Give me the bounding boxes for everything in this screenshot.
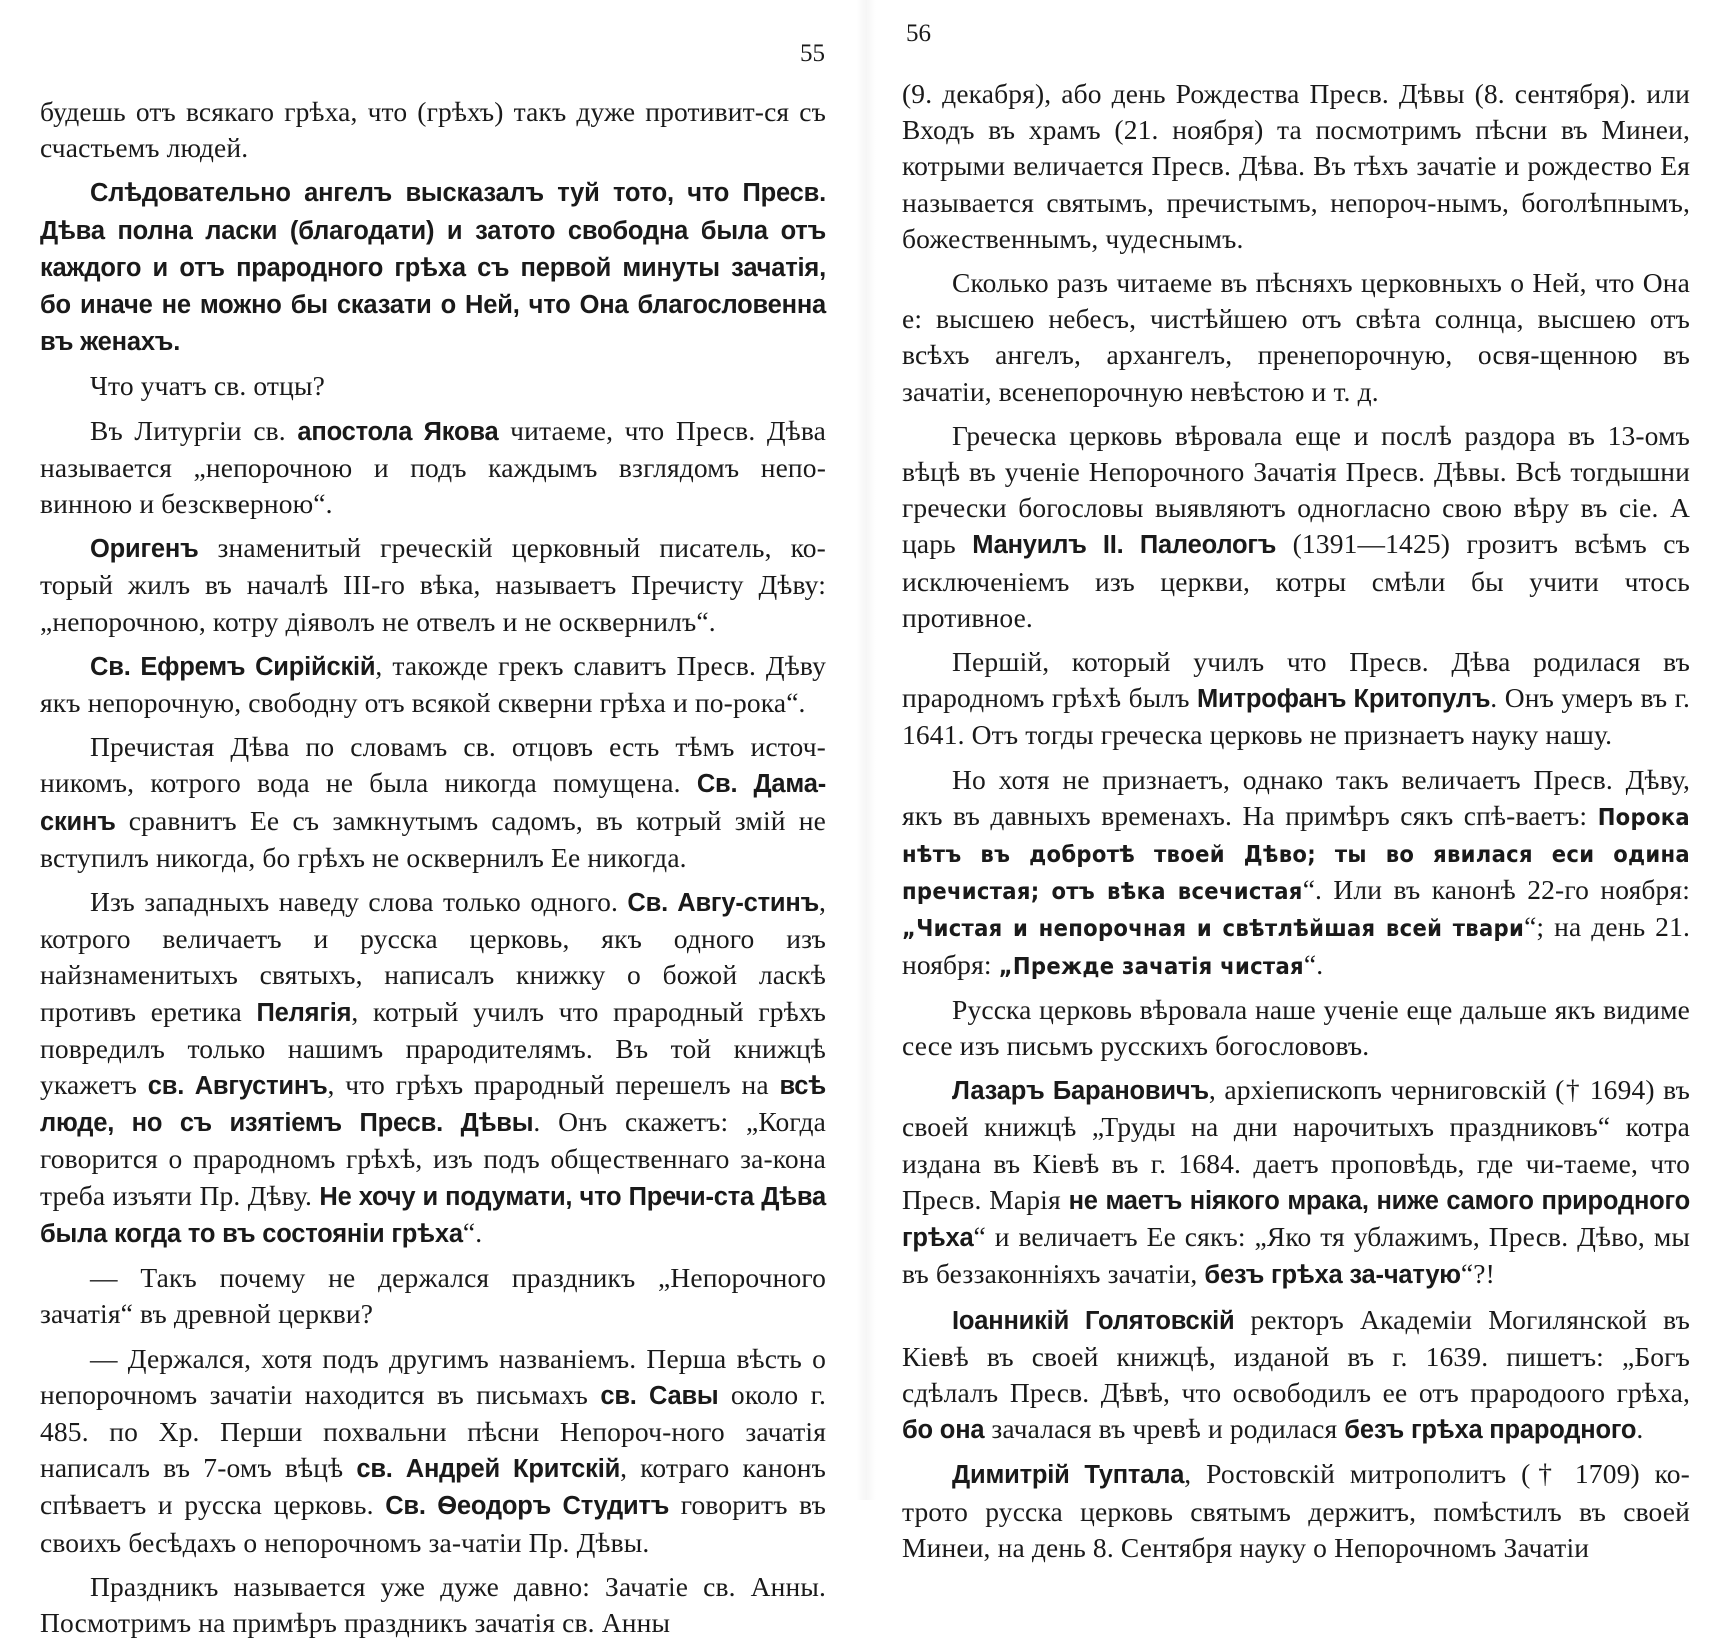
text-run: Праздникъ называется уже дуже давно: Зачатіе св. Анны. Посмотримъ на примѣръ праздникъ зачатія св. Анны — [40, 1570, 826, 1638]
text-run: “. — [1303, 948, 1324, 980]
church-slavonic-quote: „Прежде зачатія чистая — [998, 951, 1304, 980]
text-run: Сколько разъ читаеме въ пѣсняхъ церковныхъ о Ней, что Она е: высшею небесъ, чистѣйшею отъ свѣта солнца, высшею отъ всѣхъ ангелъ, архангелъ, пренепорочную, освя-щенною въ зачатіи, всенепорочную невѣстою и т. д. — [902, 267, 1690, 407]
bold-phrase: Св. Авгу-стинъ — [627, 889, 819, 918]
text-run: Греческа церковь вѣровала еще и послѣ раздора въ 13-омъ вѣцѣ въ ученіе Непорочного Зачатія Пресв. Дѣвы. Всѣ тогдышни гречески богословы выявляютъ одногласно свою вѣру въ сіе. А царь — [902, 419, 1690, 560]
paragraph — [40, 729, 826, 876]
bold-phrase: св. Августинъ — [147, 1072, 328, 1101]
bold-phrase: Не хочу и подумати, что Пречи-ста Дѣва была когда то въ состояніи грѣха — [40, 1182, 827, 1248]
bold-phrase: св. Савы — [600, 1381, 719, 1410]
church-slavonic-quote: Порока нѣтъ въ добротѣ твоей Дѣво; ты во явилася еси одина пречистая; отъ вѣка всечистая — [902, 802, 1690, 906]
page-number: 56 — [906, 20, 931, 47]
text-run: , котрый училъ что прародный грѣхъ повредилъ только нашимъ прародителямъ. Въ той книжцѣ укажетъ — [40, 995, 826, 1101]
text-run: , Ростовскій митрополитъ († 1709) ко-тротo русска церковь святымъ держитъ, помѣстилъ въ своей Минеи, на день 8. Сентября науку о Непорочномъ Зачатіи — [902, 1458, 1690, 1563]
text-run: “. — [462, 1216, 483, 1248]
bold-phrase: Пелягія — [256, 998, 352, 1027]
paragraph — [902, 265, 1690, 410]
text-run: Першій, который училъ что Пресв. Дѣва родилася въ прародномъ грѣхѣ былъ — [902, 646, 1690, 714]
text-run: Пречистая Дѣва по словамъ св. отцовъ есть тѣмъ источ-никомъ, котрого вода не была никогда помущена. — [40, 731, 826, 799]
text-run: , котрого величаетъ и русска церковь, якъ одного изъ найзнаменитыхъ святыхъ, написалъ книжку о божой ласкѣ противъ еретика — [40, 886, 826, 1027]
text-run: Русска церковь вѣровала наше ученіе еще дальше якъ видиме сесе изъ письмъ русскихъ богослововъ. — [902, 993, 1690, 1062]
bold-phrase: Мануилъ II. Палеологъ — [972, 531, 1277, 560]
text-run: зачалася въ чревѣ и родилася — [984, 1413, 1345, 1445]
text-run: Въ Литургіи св. — [90, 414, 298, 446]
text-run: . — [1636, 1413, 1644, 1445]
text-run: , что грѣхъ прародный перешелъ на — [327, 1069, 780, 1101]
bold-phrase: Іоанникій Голятовскій — [952, 1306, 1235, 1335]
text-run: читаеме, что Пресв. Дѣва называется „непорочною и подъ каждымъ взглядомъ непо-винною и безскверною“. — [40, 414, 827, 520]
paragraph — [40, 1260, 826, 1332]
bold-phrase: Димитрій Туптала — [952, 1461, 1185, 1490]
bold-phrase: безъ грѣха прародного — [1344, 1416, 1637, 1445]
bold-phrase: всѣ люде, но съ изятіемъ Пресв. Дѣвы — [40, 1072, 826, 1138]
paragraph — [40, 174, 826, 360]
text-run: — Такъ почему не держался праздникъ „Непорочного зачатія“ въ древной церкви? — [40, 1262, 826, 1330]
paragraph — [40, 368, 826, 404]
paragraph — [902, 1302, 1690, 1449]
text-run: , такожде грекъ славитъ Пресв. Дѣву якъ непорочную, свободну отъ всякой скверни грѣха и по-рока“. — [40, 649, 826, 719]
page-body — [40, 94, 826, 1641]
text-run: Но хотя не признаетъ, однако такъ величаетъ Пресв. Дѣву, якъ въ давныхъ временахъ. На примѣръ сякъ спѣ-ваетъ: — [902, 763, 1690, 831]
paragraph — [902, 1456, 1690, 1566]
right-page — [866, 0, 1732, 1563]
page-body — [902, 76, 1690, 1566]
bold-phrase: не маетъ ніякого мрака, ниже самого природного грѣха — [902, 1186, 1691, 1253]
text-run: сравнитъ Ее съ замкнутымъ садомъ, въ котрый змій не вступилъ никогда, бо грѣхъ не осквернилъ Ее никогда. — [40, 804, 826, 873]
text-run: Изъ западныхъ наведу слова только одного. — [90, 886, 628, 918]
text-run: около г. 485. по Хр. Перши похвальни пѣсни Непороч-ного зачатія написалъ въ 7-омъ вѣцѣ — [40, 1378, 826, 1484]
bold-phrase: Слѣдовательно ангелъ высказалъ туй тото, что Пресв. Дѣва полна ласки (благодати) и затото свободна была отъ каждого и отъ прародного грѣха съ первой минуты зачатія, бо иначе не можно бы сказати о Ней, что Она благословенна въ женахъ. — [40, 179, 826, 357]
text-run: Что учатъ св. отцы? — [90, 370, 325, 402]
text-run: “ и величаетъ Ее сякъ: „Яко тя ублажимъ, Пресв. Дѣво, мы въ беззаконніяхъ зачатіи, — [902, 1221, 1690, 1290]
bold-phrase: Св. Ѳеодоръ Студитъ — [385, 1492, 670, 1521]
bold-phrase: св. Андрей Критскій — [356, 1455, 621, 1484]
bold-phrase: апостола Якова — [297, 417, 499, 446]
paragraph — [902, 76, 1690, 257]
bold-phrase: бо она — [902, 1416, 985, 1445]
paragraph — [40, 530, 826, 640]
bold-phrase: безъ грѣха за-чатую — [1204, 1261, 1461, 1290]
church-slavonic-quote: „Чистая и непорочная и свѣтлѣйшая всей твари — [902, 914, 1525, 943]
text-run: ректоръ Академіи Могилянской въ Кіевѣ въ своей книжцѣ, изданой въ г. 1639. пишетъ: „Богъ сдѣлалъ Пресв. Дѣвѣ, что освободилъ ее отъ прародоого грѣха, — [902, 1303, 1690, 1408]
bold-phrase: Оригенъ — [90, 535, 199, 564]
text-run: “?! — [1460, 1258, 1495, 1290]
paragraph — [902, 992, 1690, 1064]
text-run: , котраго канонъ спѣваетъ и русска церковь. — [40, 1452, 826, 1521]
paragraph — [40, 413, 826, 523]
bold-phrase: Св. Ефремъ Сирійскій — [90, 652, 376, 681]
text-run: говоритъ въ своихъ бесѣдахъ о непорочномъ за-чатіи Пр. Дѣвы. — [40, 1489, 826, 1558]
text-run: — Держался, хотя подъ другимъ названіемъ. Перша вѣсть о непорочномъ зачатіи находится въ письмахъ — [40, 1342, 826, 1410]
bold-phrase: Митрофанъ Критопулъ — [1197, 685, 1491, 714]
text-run: . Онъ скажетъ: „Когда говорится о прародномъ грѣхѣ, изъ подъ общественнаго за-кона треба изъяти Пр. Дѣву. — [40, 1106, 826, 1211]
text-run: (1391—1425) грозитъ всѣмъ съ исключеніемъ изъ церкви, котры смѣли бы учити чтось противное. — [902, 528, 1690, 633]
bold-phrase: Лазаръ Барановичъ — [952, 1077, 1209, 1106]
text-run: “. Или въ канонѣ 22-го ноября: — [1302, 874, 1690, 906]
text-run: (9. декабря), або день Рождества Пресв. Дѣвы (8. сентября). или Входъ въ храмъ (21. ноября) та посмотримъ пѣсни въ Минеи, котрыми величается Пресв. Дѣва. Въ тѣхъ зачатіе и рождество Ея называется святымъ, пречистымъ, непороч-нымъ, боголѣпнымъ, божественнымъ, чудеснымъ. — [902, 78, 1690, 254]
paragraph — [40, 884, 826, 1252]
bold-phrase: Св. Дама-скинъ — [40, 770, 826, 836]
text-run: будешь отъ всякаго грѣха, что (грѣхъ) такъ дуже противит-ся съ счастьемъ людей. — [40, 96, 826, 164]
paragraph — [40, 648, 826, 721]
paragraph — [902, 644, 1690, 754]
text-run: знаменитый греческій церковный писатель, ко-торый жилъ въ началѣ ІІІ-го вѣка, называетъ Пречисту Дѣву: „непорочною, котру діяволъ не отвелъ и не осквернилъ“. — [40, 532, 826, 637]
text-run: “; на день 21. ноября: — [902, 911, 1690, 980]
paragraph — [902, 418, 1690, 636]
paragraph — [40, 1569, 826, 1641]
left-page — [0, 0, 866, 1638]
paragraph — [40, 1341, 826, 1561]
page-number: 55 — [800, 40, 825, 67]
text-run: , архіепископъ черниговскій († 1694) въ своей книжцѣ „Труды на дни нарочитыхъ праздниковъ“ котра издана въ Кіевѣ въ г. 1684. даетъ проповѣдь, где чи-таеме, что Пресв. Марія — [902, 1074, 1690, 1215]
text-run: . Онъ умеръ въ г. 1641. Отъ тогды греческа церковь не признаетъ науку нашу. — [902, 682, 1691, 751]
paragraph — [902, 762, 1690, 984]
paragraph — [40, 94, 826, 166]
paragraph — [902, 1072, 1690, 1293]
